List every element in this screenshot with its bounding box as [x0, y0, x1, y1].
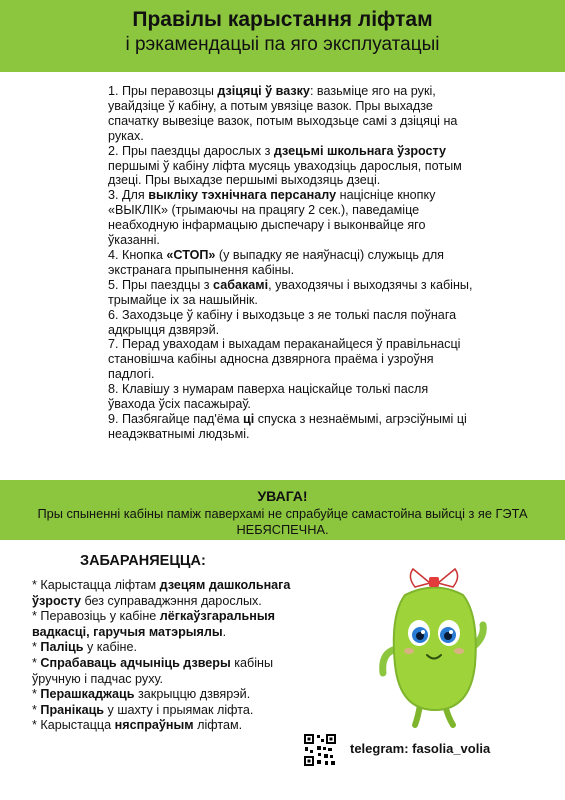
warning-banner [0, 480, 565, 540]
rule-text: 1. Пры перавозцы [108, 84, 218, 98]
rule-text: 6. Заходзьце ў кабіну і выходзьце з яе толькі пасля поўнага адкрыцця дзвярэй. [108, 307, 457, 337]
rule-emphasis: «СТОП» [166, 247, 216, 262]
forbidden-item [32, 578, 292, 609]
rule-item [108, 248, 478, 278]
bean-mascot-illustration [375, 555, 495, 730]
rule-text: 4. Кнопка [108, 247, 167, 262]
forbidden-title: ЗАБАРАНЯЕЦЦА: [80, 553, 206, 569]
forbidden-emphasis: Перашкаджаць [40, 687, 135, 702]
qr-code-icon [303, 733, 337, 767]
forbidden-emphasis: Пранікаць [40, 702, 105, 717]
forbidden-emphasis: лёгкаўзгаральныя вадкасці, гаручыя матэрыялы [32, 609, 276, 639]
rule-item [108, 84, 478, 144]
forbidden-item [32, 609, 292, 640]
rule-text: спуска з незнаёмымі, агрэсіўнымі ці неадэкватнымі людзьмі. [108, 411, 467, 441]
forbidden-text: без суправаджэння дарослых. [80, 593, 262, 608]
forbidden-text: * [32, 687, 41, 702]
telegram-handle[interactable]: telegram: fasolia_volia [350, 741, 491, 756]
rule-text: першымі ў кабіну ліфта мусяць уваходзіць дарослыя, потым дзеці. Пры выхадзе першымі выходзяць дзеці. [108, 158, 462, 188]
header-banner [0, 0, 565, 72]
warning-text: Пры спыненні кабіны паміж паверхамі не спрабуйце самастойна выйсці з яе ГЭТА НЕБЯСПЕЧНА. [37, 506, 528, 537]
rule-text: , уваходзячы і выходзячы з кабіны, трымайце іх за нашыйнік. [108, 277, 473, 307]
page-subtitle: і рэкамендацыі па яго эксплуатацыі [125, 34, 440, 55]
forbidden-text: закрыццю дзвярэй. [134, 687, 251, 702]
forbidden-emphasis: Спрабаваць адчыніць дзверы [40, 655, 231, 670]
rule-item [108, 188, 478, 248]
warning-title: УВАГА! [257, 488, 308, 504]
page-title: Правілы карыстання ліфтам [132, 8, 433, 31]
forbidden-text: у шахту і прыямак ліфта. [104, 702, 254, 717]
forbidden-text: * [32, 655, 41, 670]
rules-list [108, 84, 478, 442]
rule-emphasis: ці [242, 411, 255, 426]
rule-text: : вазьміце яго на рукі, увайдзіце ў кабіну, а потым увязіце вазок. Пры выхадзе спачатку вывезіце вазок, потым выходзьце самі з дзіцяці на руках. [108, 84, 458, 143]
forbidden-text: у кабіне. [83, 640, 138, 655]
rule-text: (у выпадку яе наяўнасці) служыць для экстранага прыпынення кабіны. [108, 247, 444, 277]
rule-emphasis: дзецьмі школьнага ўзросту [273, 143, 447, 158]
forbidden-emphasis: Паліць [40, 640, 84, 655]
rule-item [108, 144, 478, 189]
rule-text: 5. Пры паездцы з [108, 277, 214, 292]
forbidden-list [32, 578, 292, 734]
rule-item [108, 308, 478, 338]
forbidden-item [32, 640, 292, 656]
rule-text: 3. Для [108, 188, 149, 203]
forbidden-text: * Карыстацца [32, 718, 115, 733]
forbidden-text: ліфтам. [193, 718, 243, 733]
forbidden-text: * [32, 640, 41, 655]
forbidden-text: * [32, 702, 41, 717]
rule-item [108, 278, 478, 308]
rule-text: націсніце кнопку «ВЫКЛІК» (трымаючы на працягу 2 сек.), паведаміце неабходную інфармацыю дыспечару і выконвайце яго ўказанні. [108, 188, 436, 248]
rule-item [108, 337, 478, 382]
rule-emphasis: дзіцяці ў вазку [217, 84, 310, 98]
rule-emphasis: сабакамі [213, 277, 269, 292]
forbidden-item [32, 718, 292, 734]
rule-text: 7. Перад уваходам і выхадам пераканайцеся ў правільнасці становішча кабіны адносна дзвярнога праёма і узроўня падлогі. [108, 337, 461, 382]
rule-item [108, 382, 478, 412]
rule-item [108, 412, 478, 442]
forbidden-item [32, 703, 292, 719]
rule-text: 8. Клавішу з нумарам паверха націскайце толькі пасля ўвахода ўсіх пасажыраў. [108, 382, 429, 412]
rule-text: 9. Пазбягайце пад'ёма [108, 411, 243, 426]
forbidden-text: * Перавозіць у кабіне [32, 609, 160, 624]
forbidden-text: кабіны ўручную і падчас руху. [32, 655, 274, 686]
forbidden-text: * Карыстацца ліфтам [32, 578, 160, 592]
forbidden-emphasis: дзецям дашкольнага ўзросту [32, 578, 291, 608]
forbidden-text: . [222, 624, 227, 639]
forbidden-item [32, 656, 292, 687]
forbidden-item [32, 687, 292, 703]
rule-text: 2. Пры паездцы дарослых з [108, 143, 274, 158]
forbidden-emphasis: няспраўным [114, 718, 194, 733]
rule-emphasis: выкліку тэхнічнага персаналу [148, 188, 337, 203]
